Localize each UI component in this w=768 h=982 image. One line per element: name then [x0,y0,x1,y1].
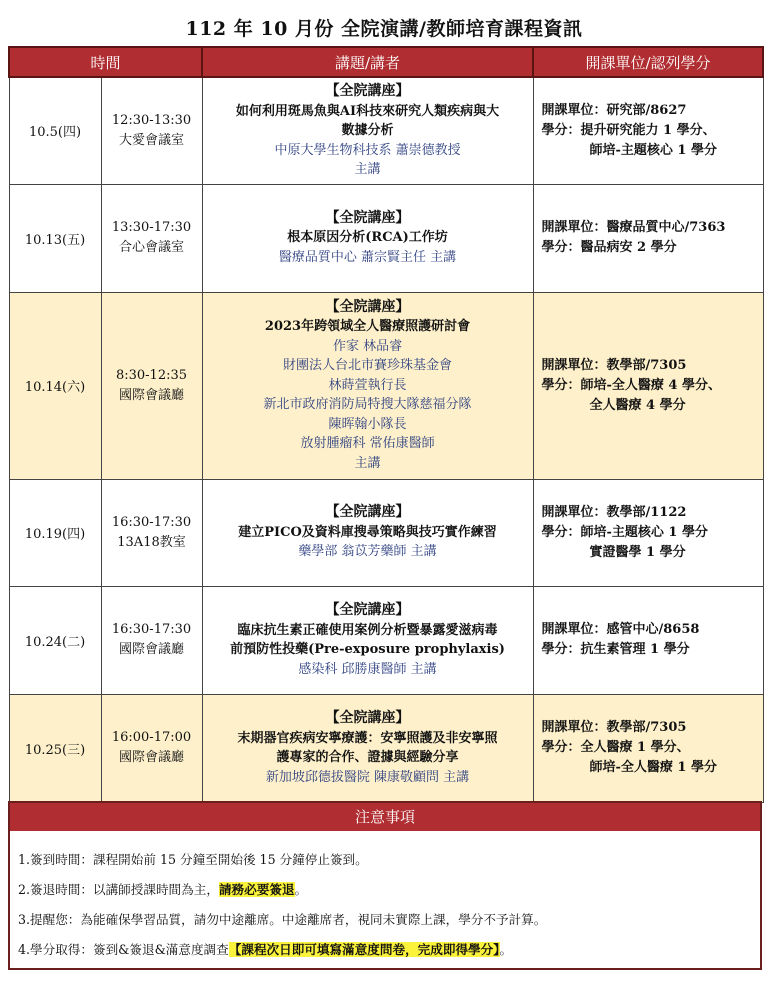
credit-points: 學分：師培-全人醫療 4 學分、 [541,377,722,393]
row-date: 10.14(六) [9,292,101,479]
speaker-line: 放射腫瘤科 常佑康醫師 [300,436,435,452]
row-topic [202,77,533,184]
row-date: 10.25(三) [9,694,101,802]
credit-points: 學分：醫品病安 2 學分 [541,240,677,255]
row-date: 10.13(五) [9,184,101,292]
speaker-line: 感染科 邱勝康醫師 主講 [298,661,437,677]
lecture-tag: 【全院講座】 [325,209,410,226]
row-time: 16:00-17:00 [111,730,192,745]
row-time: 16:30-17:30 [111,514,192,530]
note-4-highlight: 【課程次日即可填寫滿意度問卷，完成即得學分】 [228,942,500,957]
note-2 [18,879,307,898]
row-venue: 國際會議廳 [119,642,185,657]
row-topic [202,292,533,479]
row-date: 10.5(四) [9,77,101,184]
row-topic [202,586,533,694]
topic-title-line: 護專家的合作、證據與經驗分享 [276,750,459,765]
note-2-highlight: 請務必要簽退 [218,882,295,897]
row-time-venue [101,586,202,694]
topic-title-line: 臨床抗生素正確使用案例分析暨暴露愛滋病毒 [237,622,498,638]
row-time-venue [101,77,202,184]
topic-title-line: 2023年跨領域全人醫療照護研討會 [264,319,471,335]
speaker-line: 財團法人台北市賽珍珠基金會 [283,358,453,374]
row-time-venue [101,479,202,586]
credit-points: 學分：抗生素管理 1 學分 [541,642,690,657]
schedule-row [9,586,763,694]
row-venue: 大愛會議室 [119,132,185,148]
row-topic [202,184,533,292]
speaker-line: 藥學部 翁苡芳藥師 主講 [298,544,437,560]
note-4-end: 。 [499,942,513,957]
credit-unit: 開課單位：醫療品質中心/7363 [541,220,726,235]
schedule-row [9,479,763,586]
credit-unit: 開課單位：感管中心/8658 [541,622,700,637]
row-time: 13:30-17:30 [111,220,192,235]
speaker-line: 作家 林品睿 [332,338,403,354]
schedule-table [8,46,764,803]
lecture-tag: 【全院講座】 [325,602,410,618]
speaker-line: 主講 [354,162,381,177]
row-credit [533,586,763,694]
row-time-venue [101,292,202,479]
page-title: 112 年 10 月份 全院演講/教師培育課程資訊 [185,18,583,40]
schedule-row [9,292,763,479]
row-credit [533,479,763,586]
row-time-venue [101,184,202,292]
credit-points: 學分：師培-主題核心 1 學分 [541,524,709,540]
speaker-line: 陳晖翰小隊長 [328,416,407,432]
speaker-line: 新北市政府消防局特搜大隊慈福分隊 [263,397,472,413]
row-venue: 合心會議室 [119,240,185,255]
lecture-tag: 【全院講座】 [325,83,410,99]
row-time: 16:30-17:30 [111,622,192,637]
topic-title-line: 建立PICO及資料庫搜尋策略與技巧實作練習 [238,524,497,540]
topic-title-line: 數據分析 [341,123,394,138]
header-credit: 開課單位/認列學分 [533,47,763,77]
topic-title-line: 如何利用斑馬魚與AI科技來研究人類疾病與大 [235,103,500,119]
credit-unit: 開課單位：教學部/7305 [541,720,687,735]
speaker-line: 醫療品質中心 蕭宗賢主任 主講 [278,249,457,265]
row-credit [533,694,763,802]
credit-points-extra: 師培-全人醫療 1 學分 [589,760,718,775]
speaker-line: 中原大學生物科技系 蕭崇德教授 [274,142,461,158]
row-venue: 國際會議廳 [119,750,185,765]
topic-title-line: 根本原因分析(RCA)工作坊 [287,230,448,246]
schedule-row [9,184,763,292]
row-credit [533,292,763,479]
credit-unit: 開課單位：研究部/8627 [541,102,687,118]
header-topic: 講題/講者 [202,47,533,77]
row-venue: 國際會議廳 [119,387,185,403]
credit-unit: 開課單位：教學部/7305 [541,357,687,373]
row-time: 8:30-12:35 [115,367,188,383]
lecture-tag: 【全院講座】 [325,710,410,726]
header-time: 時間 [9,47,202,77]
row-time-venue [101,694,202,802]
topic-title-line: 末期器官疾病安寧療護：安寧照護及非安寧照 [237,730,498,746]
credit-points-extra: 全人醫療 4 學分 [589,397,686,413]
credit-unit: 開課單位：教學部/1122 [541,504,687,520]
row-time: 12:30-13:30 [111,112,192,128]
note-1: 1.簽到時間：課程開始前 15 分鐘至開始後 15 分鐘停止簽到。 [18,852,368,867]
topic-title-line: 前預防性投藥(Pre-exposure prophylaxis) [230,642,505,657]
row-date: 10.24(二) [9,586,101,694]
notes-section [8,801,762,970]
credit-points-extra: 師培-主題核心 1 學分 [589,142,718,158]
note-3: 3.提醒您：為能確保學習品質，請勿中途離席。中途離席者，視同未實際上課，學分不予計算。 [18,912,547,927]
schedule-row [9,694,763,802]
credit-points-extra: 實證醫學 1 學分 [589,544,686,560]
row-topic [202,479,533,586]
row-date: 10.19(四) [9,479,101,586]
schedule-row [9,77,763,184]
row-credit [533,184,763,292]
note-2-text: 2.簽退時間：以講師授課時間為主， [18,882,219,897]
lecture-tag: 【全院講座】 [325,298,410,315]
credit-points: 學分：提升研究能力 1 學分、 [541,122,716,138]
note-4 [18,939,512,958]
speaker-line: 林蒔萱執行長 [328,377,407,393]
lecture-tag: 【全院講座】 [325,504,410,521]
credit-points: 學分：全人醫療 1 學分、 [541,740,690,755]
table-header-row [9,47,763,77]
row-venue: 13A18教室 [117,534,186,550]
row-credit [533,77,763,184]
notes-header: 注意事項 [10,803,760,831]
note-2-end: 。 [294,882,308,897]
speaker-line: 新加坡邱德拔醫院 陳康敬顧問 主講 [265,769,470,785]
speaker-line: 主講 [354,455,381,471]
row-topic [202,694,533,802]
note-4-text: 4.學分取得：簽到&簽退&滿意度調查 [18,942,229,957]
